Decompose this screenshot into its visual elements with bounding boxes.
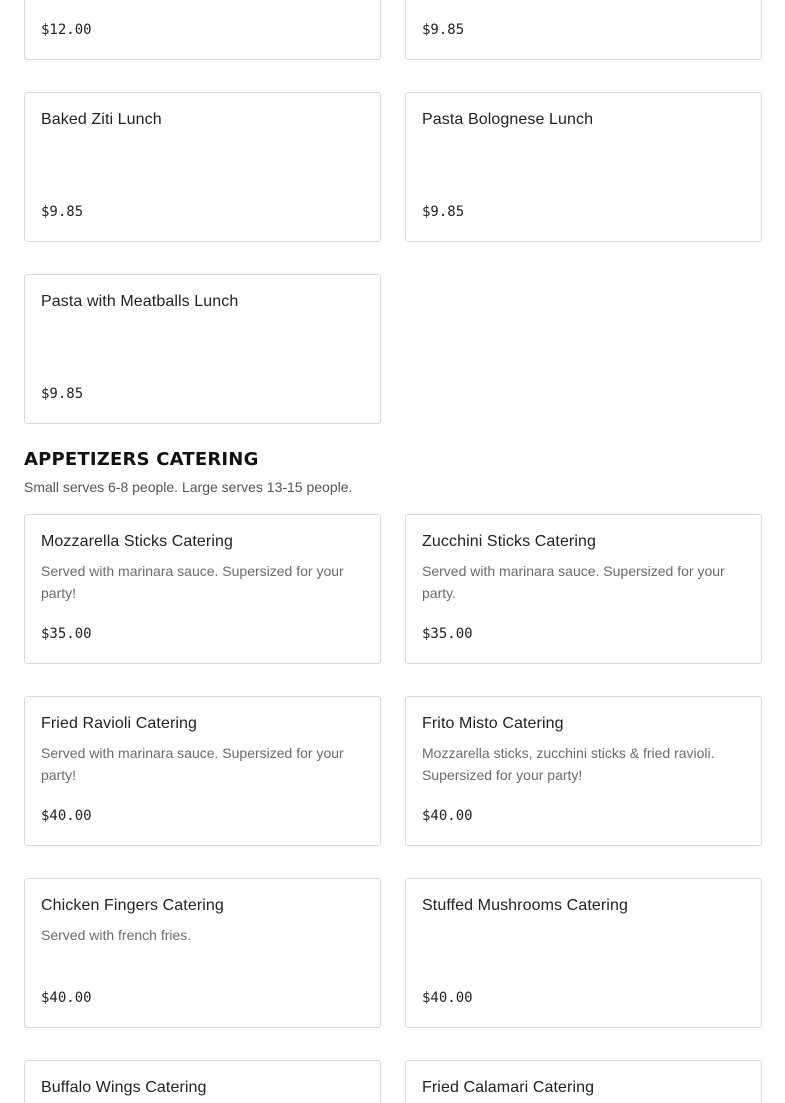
menu-item-price: $9.85 [422,204,465,220]
menu-item-card[interactable] [24,514,381,664]
menu-item-card[interactable] [24,878,381,1028]
menu-item-name: Baked Ziti Lunch [41,111,162,128]
menu-item-price: $40.00 [41,808,92,824]
menu-item-price: $9.85 [422,22,465,38]
menu-item-name: Fried Calamari Catering [422,1079,595,1096]
menu-item-card[interactable] [405,92,762,242]
menu-item-name: Fried Ravioli Catering [41,715,198,732]
menu-item-name: Pasta with Meatballs Lunch [41,293,239,310]
section-title: APPETIZERS CATERING [24,449,259,470]
menu-item-price: $9.85 [41,204,84,220]
menu-item-price: $12.00 [41,22,92,38]
menu-item-card[interactable] [24,274,381,424]
menu-item-name: Buffalo Wings Catering [41,1079,207,1096]
menu-item-card[interactable] [405,1060,762,1103]
menu-item-name: Zucchini Sticks Catering [422,533,597,550]
menu-item-description: Served with marinara sauce. Supersized for your party. [422,563,725,601]
section-subtitle: Small serves 6-8 people. Large serves 13-15 people. [24,479,353,495]
menu-item-price: $40.00 [422,808,473,824]
menu-item-name: Pasta Bolognese Lunch [422,111,594,128]
menu-item-name: Chicken Fingers Catering [41,897,224,914]
menu-item-price: $35.00 [41,626,92,642]
menu-item-price: $35.00 [422,626,473,642]
menu-item-card[interactable] [24,1060,381,1103]
menu-item-card[interactable] [405,514,762,664]
menu-item-name: Mozzarella Sticks Catering [41,533,233,550]
menu-item-card[interactable] [405,878,762,1028]
menu-item-description: Mozzarella sticks, zucchini sticks & fried ravioli. Supersized for your party! [422,745,715,783]
menu-item-card[interactable] [24,696,381,846]
menu-item-price: $40.00 [422,990,473,1006]
menu-item-price: $40.00 [41,990,92,1006]
menu-item-description: Served with french fries. [41,927,192,943]
menu-item-name: Stuffed Mushrooms Catering [422,897,628,914]
menu-item-card[interactable] [405,696,762,846]
menu-item-name: Frito Misto Catering [422,715,564,732]
menu-item-price: $9.85 [41,386,84,402]
menu-item-card[interactable] [405,0,762,60]
menu-item-card[interactable] [24,0,381,60]
menu-item-description: Served with marinara sauce. Supersized for your party! [41,563,344,601]
menu-item-card[interactable] [24,92,381,242]
menu-item-description: Served with marinara sauce. Supersized for your party! [41,745,344,783]
